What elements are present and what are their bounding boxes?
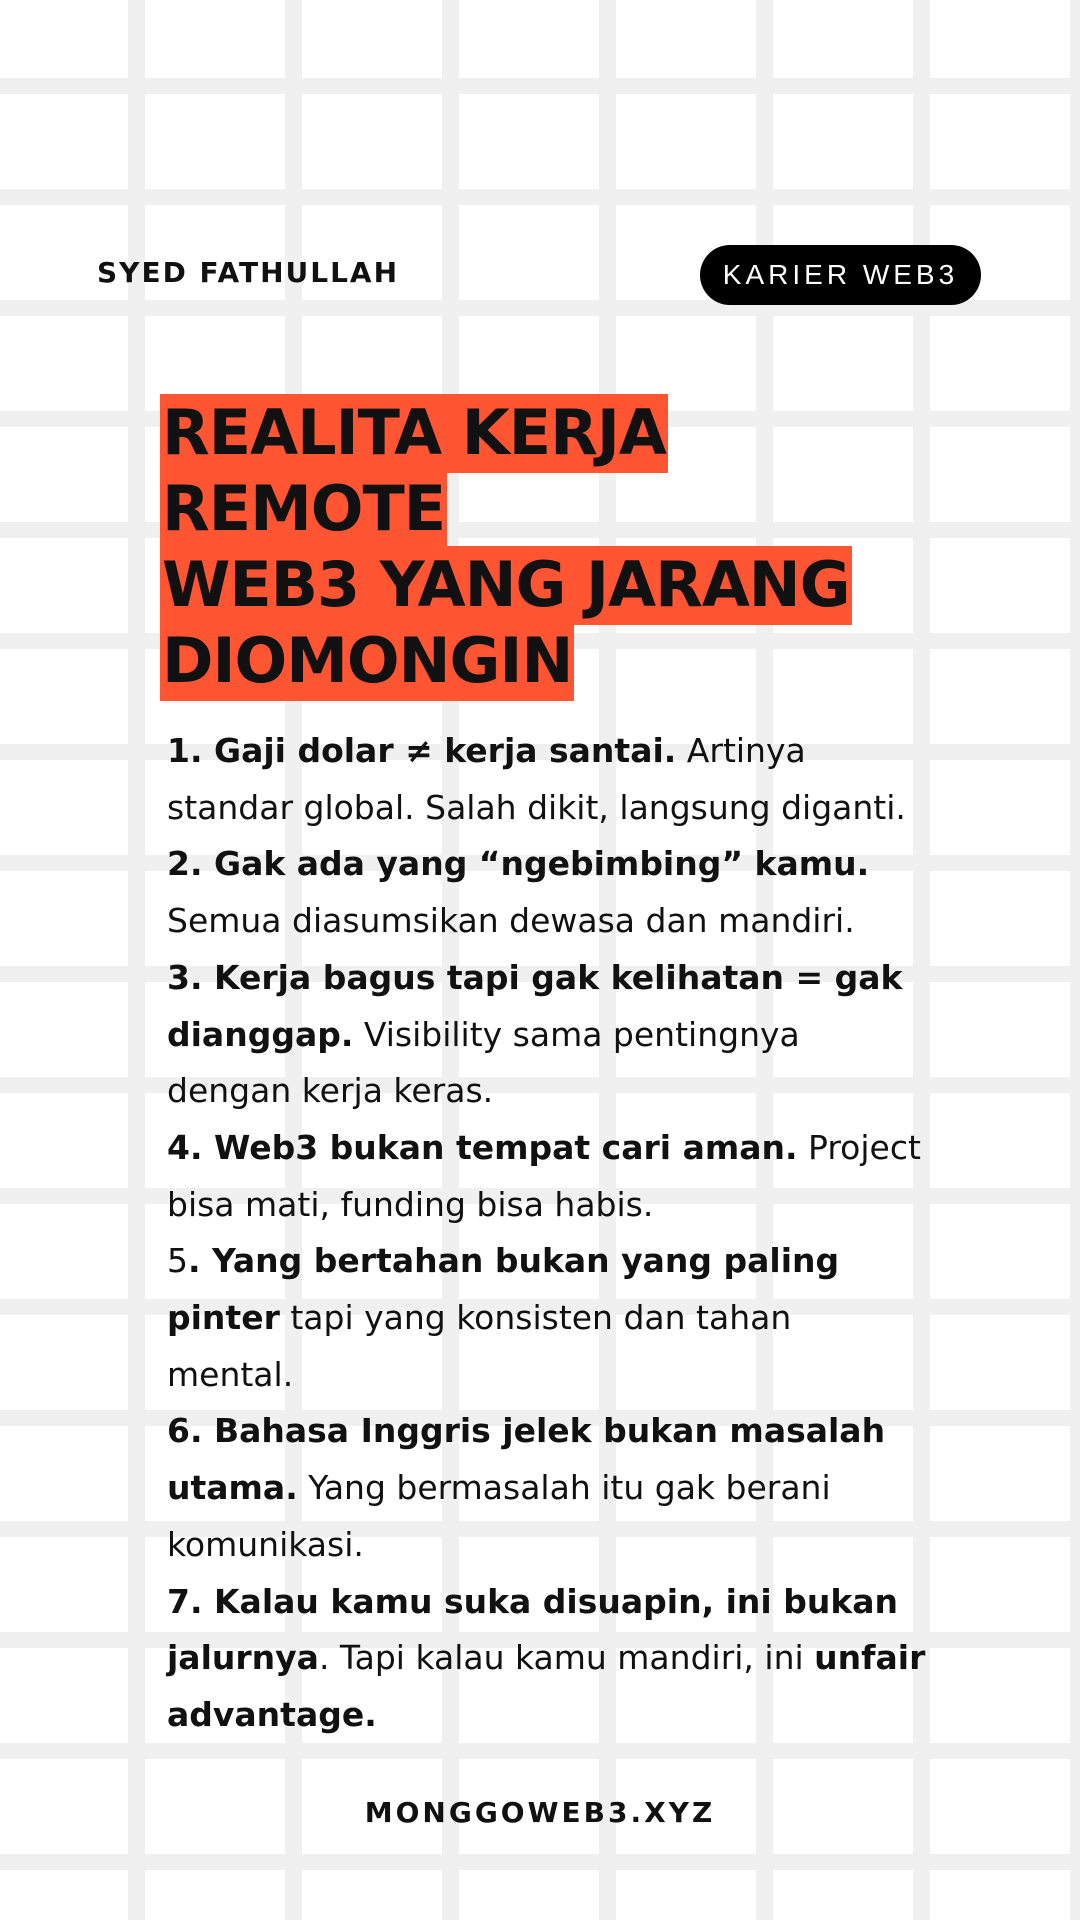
point-text: . Tapi kalau kamu mandiri, ini xyxy=(318,1638,815,1678)
footer-website: MONGGOWEB3.XYZ xyxy=(364,1796,716,1829)
point-text: Artinya standar global. Salah dikit, langsung diganti. xyxy=(167,731,906,827)
point-bold-text: 4. Web3 bukan tempat cari aman. xyxy=(167,1127,798,1167)
point-bold-text: 1. Gaji dolar ≠ kerja santai. xyxy=(167,731,677,770)
headline xyxy=(160,395,920,699)
point-text: Yang bermasalah itu gak berani komunikasi. xyxy=(167,1468,831,1564)
point-bold-text: unfair advantage. xyxy=(167,1638,926,1734)
point-item xyxy=(167,836,927,949)
point-text: Project bisa mati, funding bisa habis. xyxy=(167,1127,921,1224)
headline-line: WEB3 YANG JARANG xyxy=(160,546,852,625)
points-list xyxy=(167,723,927,1744)
point-bold-text: 7. Kalau kamu suka disuapin, ini bukan jalurnya xyxy=(167,1581,899,1678)
point-bold-text: 6. Bahasa Inggris jelek bukan masalah utama. xyxy=(167,1411,886,1508)
headline-line: DIOMONGIN xyxy=(160,622,574,701)
point-item xyxy=(167,1403,927,1573)
point-item xyxy=(167,723,927,836)
author-name: SYED FATHULLAH xyxy=(97,256,400,289)
headline-line: REALITA KERJA REMOTE xyxy=(160,394,668,549)
point-text: 5 xyxy=(167,1241,188,1281)
category-badge: KARIER WEB3 xyxy=(700,245,981,305)
point-text: Visibility sama pentingnya dengan kerja keras. xyxy=(167,1014,800,1111)
point-bold-text: . Yang bertahan bukan yang paling pinter xyxy=(167,1241,840,1338)
point-item xyxy=(167,1233,927,1403)
point-text: Semua diasumsikan dewasa dan mandiri. xyxy=(167,901,855,941)
point-bold-text: 3. Kerja bagus tapi gak kelihatan = gak dianggap. xyxy=(167,957,903,1054)
point-item xyxy=(167,1120,927,1233)
point-text: tapi yang konsisten dan tahan mental. xyxy=(167,1298,792,1394)
point-item xyxy=(167,1574,927,1744)
point-bold-text: 2. Gak ada yang “ngebimbing” kamu. xyxy=(167,844,870,884)
point-item xyxy=(167,950,927,1120)
